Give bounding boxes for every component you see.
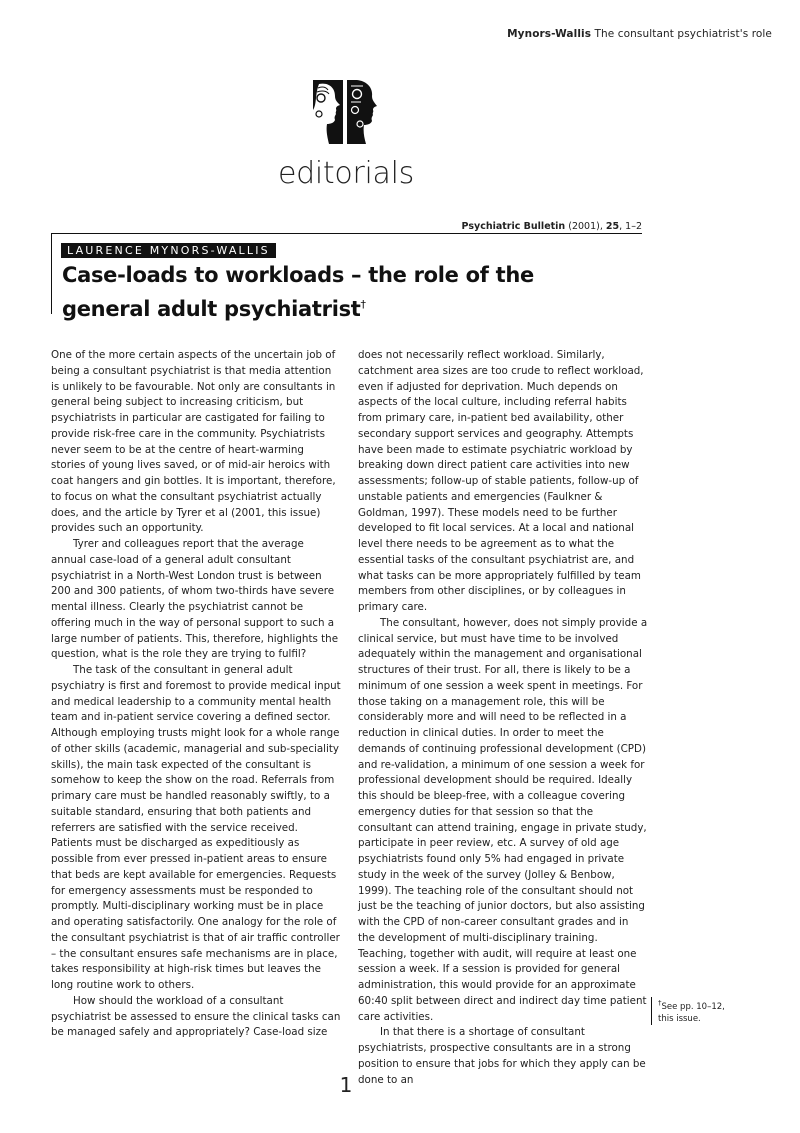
editorials-logo-icon <box>313 80 379 144</box>
journal-volume: 25 <box>605 221 620 232</box>
page-number: 1 <box>339 1073 353 1097</box>
paragraph: The consultant, however, does not simply provide a clinical service, but must have time to be involved adequately within the management and organisational structures of their trust. For all, there is likely to be a minimum of one session a week spent in meetings. For those taking on a management role, this will be considerably more and will need to be reflected in a reduction in clinical duties. In order to meet the demands of continuing professional development (CPD) and re-validation, a minimum of one session a week for professional development should be required. Ideally this should be bleep-free, with a colleague covering emergency duties for that session so that the consultant can attend training, engage in private study, participate in peer review, etc. A survey of old age psychiatrists found only 5% had engaged in private study in the week of the survey (Jolley & Benbow, 1999). The teaching role of the consultant should not just be the teaching of junior doctors, but also assisting with the CPD of non-career consultant grades and in the development of multi-disciplinary training. Teaching, together with audit, will require at least one session a week. If a session is provided for general administration, this would provide for an approximate 60:40 split between direct and indirect day time patient care activities. <box>358 616 648 1023</box>
paragraph: Tyrer and colleagues report that the average annual case-load of a general adult consultant psychiatrist in a North-West London trust is between 200 and 300 patients, of whom two-thirds have severe mental illness. Clearly the psychiatrist cannot be offering much in the way of personal support to such a large number of patients. This, therefore, highlights the question, what is the role they are trying to fulfil? <box>51 538 339 661</box>
paragraph: In that there is a shortage of consultant psychiatrists, prospective consultants are in a strong position to ensure that jobs for which they apply can be done to an <box>358 1026 646 1086</box>
paragraph: One of the more certain aspects of the uncertain job of being a consultant psychiatrist is that media attention is unlikely to be favourable. Not only are consultants in general being subject to increasing criticism, but psychiatrists in particular are castigated for failing to provide risk-free care in the community. Psychiatrists never seem to be at the centre of heart-warming stories of young lives saved, or of mid-air heroics with coat hangers and gin bottles. It is important, therefore, to focus on what the consultant psychiatrist actually does, and the article by Tyrer et al (2001, this issue) provides such an opportunity. <box>51 349 336 535</box>
footnote <box>651 997 738 1025</box>
body-column-right <box>358 348 648 1088</box>
title-footnote-mark: † <box>360 298 366 311</box>
journal-citation <box>462 221 642 232</box>
journal-name: Psychiatric Bulletin <box>461 221 566 232</box>
journal-year: (2001), <box>568 221 603 232</box>
footnote-mark: † <box>658 999 662 1007</box>
running-head-title: The consultant psychiatrist's role <box>594 28 772 40</box>
paragraph: The task of the consultant in general adult psychiatry is first and foremost to provide medical input and medical leadership to a community mental health team and in-patient service covering a defined sector. Although employing trusts might look for a whole range of other skills (academic, managerial and sub-speciality skills), the main task expected of the consultant is somehow to keep the show on the road. Referrals from primary care must be handled reasonably swiftly, to a suitable standard, ensuring that both patients and referrers are satisfied with the service received. Patients must be discharged as expeditiously as possible from ever pressed in-patient areas to ensure that beds are kept available for emergencies. Requests for emergency assessments must be responded to promptly. Multi-disciplinary working must be in place and operating satisfactorily. One analogy for the role of the consultant psychiatrist is that of air traffic controller – the consultant ensures safe mechanisms are in place, takes responsibility at high-risk times but leaves the long routine work to others. <box>51 664 341 991</box>
paragraph: How should the workload of a consultant psychiatrist be assessed to ensure the clinical tasks can be managed safely and appropriately? Case-load size <box>51 994 341 1039</box>
journal-pages: , 1–2 <box>619 221 642 232</box>
paragraph: does not necessarily reflect workload. Similarly, catchment area sizes are too crude to reflect workload, even if adjusted for deprivation. Much depends on aspects of the local culture, including referral habits from primary care, in-patient bed availability, other secondary support services and geography. Attempts have been made to estimate psychiatric workload by breaking down direct patient care activities into new assessments; follow-up of stable patients, follow-up of unstable patients and emergencies (Faulkner & Goldman, 1997). These models need to be further developed to fit local services. At a local and national level there needs to be agreement as to what the essential tasks of the consultant psychiatrist are, and what tasks can be more appropriately fulfilled by team members from other disciplines, or by colleagues in primary care. <box>358 349 644 613</box>
article-title-text: Case-loads to workloads – the role of the general adult psychiatrist <box>62 263 534 321</box>
footnote-text: See pp. 10–12, this issue. <box>658 1001 725 1024</box>
running-head <box>507 28 772 40</box>
section-title: editorials <box>278 156 414 191</box>
header-rule <box>51 233 642 234</box>
running-head-author: Mynors-Wallis <box>507 28 592 40</box>
article-title <box>62 261 622 324</box>
body-column-left <box>51 348 341 1041</box>
header-vertical-rule <box>51 233 52 314</box>
article-author: LAURENCE MYNORS-WALLIS <box>61 243 276 258</box>
